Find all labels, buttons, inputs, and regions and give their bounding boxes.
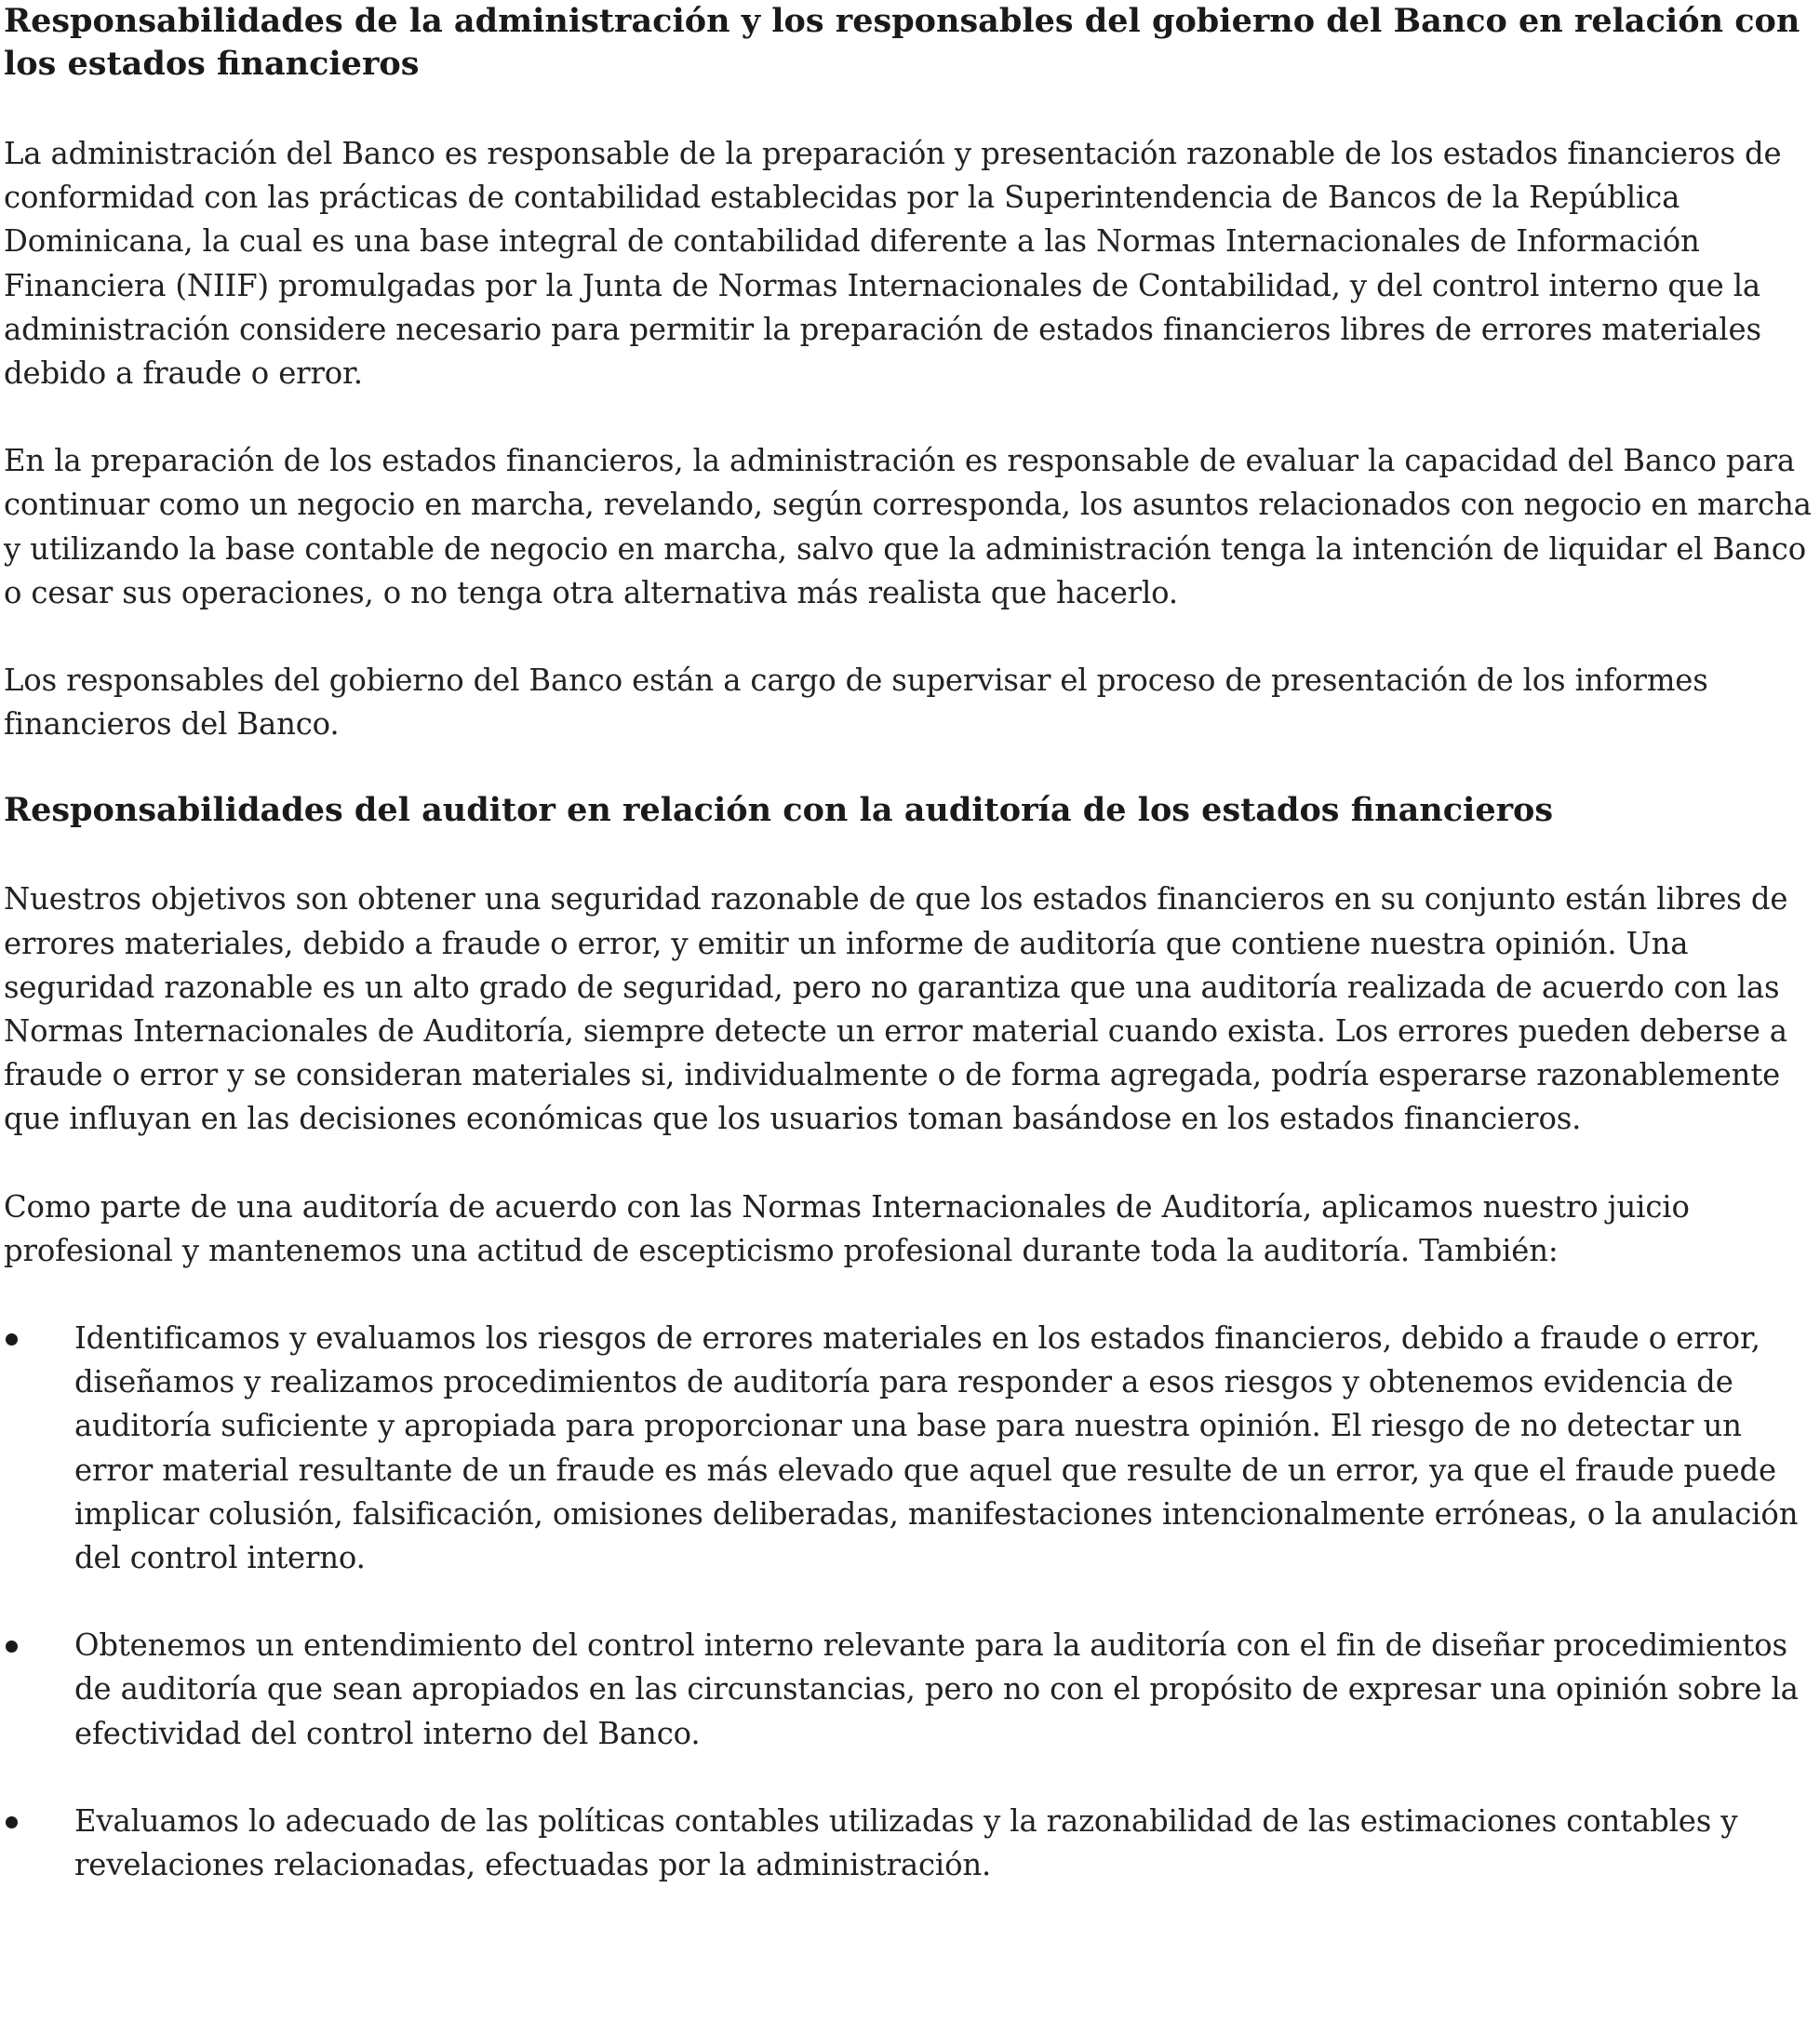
list-item: [4, 1317, 1818, 1580]
bullet-icon: [6, 1640, 18, 1653]
bullet-icon: [6, 1333, 18, 1346]
section-heading-management: Responsabilidades de la administración y los responsables del gobierno del Banco en relación con los estados financieros: [4, 2, 1800, 83]
list-item: [4, 1800, 1818, 1887]
auditor-procedures-list: [4, 1317, 1818, 1887]
list-item-text: Identificamos y evaluamos los riesgos de errores materiales en los estados financieros, debido a fraude o error, diseñamos y realizamos procedimientos de auditoría para responder a esos riesgos y obtenemos evidencia de auditoría suficiente y apropiada para proporcionar una base para nuestra opinión. El riesgo de no detectar un error material resultante de un fraude es más elevado que aquel que resulte de un error, ya que el fraude puede implicar colusión, falsificación, omisiones deliberadas, manifestaciones intencionalmente erróneas, o la anulación del control interno.: [74, 1320, 1799, 1576]
document-page: [4, 0, 1818, 1931]
list-item-text: Obtenemos un entendimiento del control interno relevante para la auditoría con el fin de diseñar procedimientos de auditoría que sean apropiados en las circunstancias, pero no con el propósito de expresar una opinión sobre la efectividad del control interno del Banco.: [74, 1627, 1799, 1751]
paragraph-management-preparation: La administración del Banco es responsable de la preparación y presentación razonable de los estados financieros de conformidad con las prácticas de contabilidad establecidas por la Superintendencia de Bancos de la República Dominicana, la cual es una base integral de contabilidad diferente a las Normas Internacionales de Información Financiera (NIIF) promulgadas por la Junta de Normas Internacionales de Contabilidad, y del control interno que la administración considere necesario para permitir la preparación de estados financieros libres de errores materiales debido a fraude o error.: [4, 136, 1782, 392]
list-item: [4, 1624, 1818, 1756]
paragraph-auditor-judgment: Como parte de una auditoría de acuerdo con las Normas Internacionales de Auditoría, aplicamos nuestro juicio profesional y mantenemos una actitud de escepticismo profesional durante toda la auditoría. También:: [4, 1188, 1690, 1268]
list-item-text: Evaluamos lo adecuado de las políticas contables utilizadas y la razonabilidad de las estimaciones contables y revelaciones relacionadas, efectuadas por la administración.: [74, 1802, 1738, 1883]
paragraph-going-concern: En la preparación de los estados financieros, la administración es responsable de evaluar la capacidad del Banco para continuar como un negocio en marcha, revelando, según corresponda, los asuntos relacionados con negocio en marcha y utilizando la base contable de negocio en marcha, salvo que la administración tenga la intención de liquidar el Banco o cesar sus operaciones, o no tenga otra alternativa más realista que hacerlo.: [4, 443, 1812, 610]
paragraph-auditor-objectives: Nuestros objetivos son obtener una seguridad razonable de que los estados financieros en su conjunto están libres de errores materiales, debido a fraude o error, y emitir un informe de auditoría que contiene nuestra opinión. Una seguridad razonable es un alto grado de seguridad, pero no garantiza que una auditoría realizada de acuerdo con las Normas Internacionales de Auditoría, siempre detecte un error material cuando exista. Los errores pueden deberse a fraude o error y se consideran materiales si, individualmente o de forma agregada, podría esperarse razonablemente que influyan en las decisiones económicas que los usuarios toman basándose en los estados financieros.: [4, 881, 1788, 1137]
bullet-icon: [6, 1816, 18, 1828]
section-heading-auditor: Responsabilidades del auditor en relación con la auditoría de los estados financieros: [4, 791, 1554, 830]
paragraph-governance-oversight: Los responsables del gobierno del Banco están a cargo de supervisar el proceso de presentación de los informes financieros del Banco.: [4, 663, 1708, 743]
